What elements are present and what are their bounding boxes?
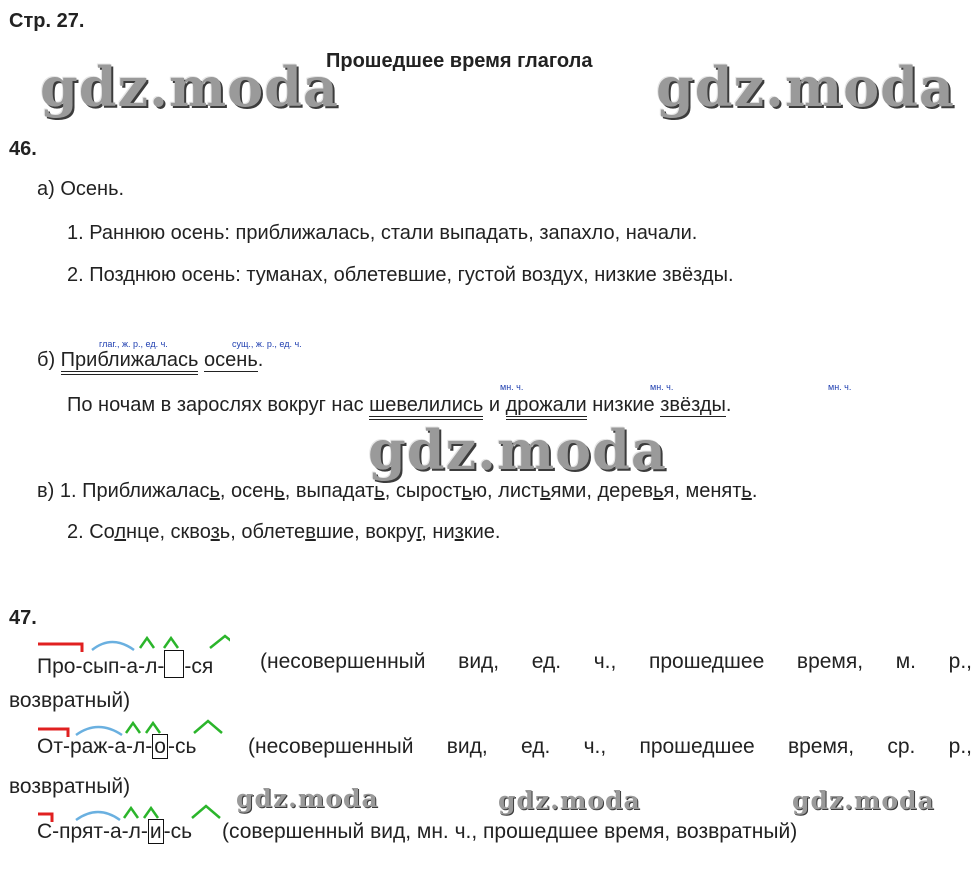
text-fragment: По ночам в зарослях вокруг нас: [67, 394, 370, 416]
exercise-number: 47.: [9, 607, 37, 629]
underlined-letter: ь: [653, 480, 664, 502]
text-fragment: , сырост: [384, 480, 462, 502]
predicate-word: дрожали: [506, 394, 587, 420]
text-fragment: ю, лист: [472, 480, 541, 502]
text-fragment: н: [263, 480, 275, 502]
suffix-mark: [146, 723, 160, 733]
section-a-item: 2. Позднюю осень: туманах, облетевшие, густой воздух, низкие звёзды.: [67, 264, 734, 286]
watermark-logo: gdz.moda: [40, 55, 339, 119]
underlined-letter: ь: [461, 480, 473, 502]
exercise-number: 46.: [9, 138, 37, 160]
page-title: Прошедшее время глагола: [326, 50, 593, 72]
underlined-letter: ь: [209, 480, 220, 502]
morpheme-word: От-раж-а-л-: [37, 735, 153, 758]
underlined-letter: ь: [274, 480, 285, 502]
verb-parse-line: [37, 820, 192, 844]
subject-word: осень: [204, 349, 258, 371]
section-b-sentence: [67, 394, 731, 417]
grammar-tag: сущ., ж. р., ед. ч.: [232, 339, 302, 349]
watermark-logo: gdz.moda: [368, 418, 667, 482]
text-fragment: ями, дерев: [550, 480, 654, 502]
text-fragment: и: [483, 394, 506, 416]
underlined-letter: л: [114, 521, 127, 543]
verb-parse-line: [37, 735, 196, 759]
text-fragment: , выпада: [284, 480, 366, 502]
grammar-tag: мн. ч.: [650, 382, 674, 392]
ending-box: о: [154, 735, 166, 758]
verb-description: (несовершенный вид, ед. ч., прошедшее время, ср. р.,: [248, 735, 972, 758]
underlined-letter: в: [305, 521, 316, 543]
punctuation: .: [725, 394, 732, 416]
section-b-label: б): [37, 349, 61, 371]
text-fragment: , ни: [421, 521, 455, 543]
watermark-logo: gdz.moda: [498, 786, 641, 815]
underlined-letter: з: [210, 521, 220, 543]
verb-description: (несовершенный вид, ед. ч., прошедшее время, м. р.,: [260, 650, 972, 673]
morpheme-word: -сь: [167, 735, 197, 758]
text-fragment: 2. Со: [67, 521, 115, 543]
verb-description: (совершенный вид, мн. ч., прошедшее время, возвратный): [222, 820, 798, 843]
grammar-tag: глаг., ж. р., ед. ч.: [99, 339, 168, 349]
punctuation: .: [751, 480, 758, 502]
root-mark: [92, 642, 134, 650]
suffix-mark: [126, 723, 140, 733]
text-fragment: 1. Приближала: [59, 480, 200, 502]
text-fragment: т: [365, 480, 375, 502]
underlined-letter: з: [454, 521, 464, 543]
watermark-logo: gdz.moda: [656, 55, 955, 119]
predicate-word: Приближалась: [61, 349, 199, 375]
morpheme-word: Про-сып-а-л-: [37, 655, 165, 678]
text-fragment: с: [199, 480, 210, 502]
page-label: Стр. 27.: [9, 10, 85, 32]
suffix-mark: [194, 721, 222, 733]
ending-box: [164, 650, 184, 678]
predicate-word: шевелились: [369, 394, 483, 420]
morpheme-word: С-прят-а-л-: [37, 820, 148, 843]
underlined-letter: ь: [540, 480, 551, 502]
text-fragment: кие.: [463, 521, 501, 543]
text-fragment: я, меня: [663, 480, 733, 502]
text-fragment: ь, облете: [219, 521, 306, 543]
grammar-tag: мн. ч.: [500, 382, 524, 392]
section-v-line: [37, 480, 757, 503]
text-fragment: нце, скво: [126, 521, 211, 543]
ending-box: и: [149, 820, 162, 843]
morpheme-word: -сь: [163, 820, 193, 843]
suffix-mark: [140, 638, 154, 648]
section-a-label: а) Осень.: [37, 178, 125, 200]
text-fragment: т: [732, 480, 742, 502]
grammar-tag: мн. ч.: [828, 382, 852, 392]
underlined-letter: ь: [374, 480, 385, 502]
section-v-line: [67, 521, 500, 544]
suffix-mark: [124, 808, 138, 818]
text-fragment: , осе: [219, 480, 264, 502]
root-mark: [76, 812, 120, 820]
underlined-letter: г: [416, 521, 422, 543]
underlined-letter: ь: [741, 480, 752, 502]
section-v-label: в): [37, 480, 60, 502]
root-mark: [76, 727, 122, 735]
verb-description: возвратный): [9, 689, 131, 712]
suffix-mark: [192, 806, 220, 818]
watermark-logo: gdz.moda: [792, 786, 935, 815]
verb-description: возвратный): [9, 775, 131, 798]
suffix-mark: [144, 808, 158, 818]
section-b-line: [37, 349, 263, 372]
subject-word: звёзды: [660, 394, 726, 416]
text-fragment: низкие: [586, 394, 661, 416]
section-a-item: 1. Раннюю осень: приближалась, стали выпадать, запахло, начали.: [67, 222, 698, 244]
watermark-logo: gdz.moda: [236, 784, 379, 813]
morpheme-word: -ся: [184, 655, 214, 678]
punctuation: .: [257, 349, 264, 371]
suffix-mark: [210, 636, 230, 648]
suffix-mark: [164, 638, 178, 648]
verb-parse-line: [37, 650, 213, 679]
text-fragment: шие, вокру: [315, 521, 417, 543]
